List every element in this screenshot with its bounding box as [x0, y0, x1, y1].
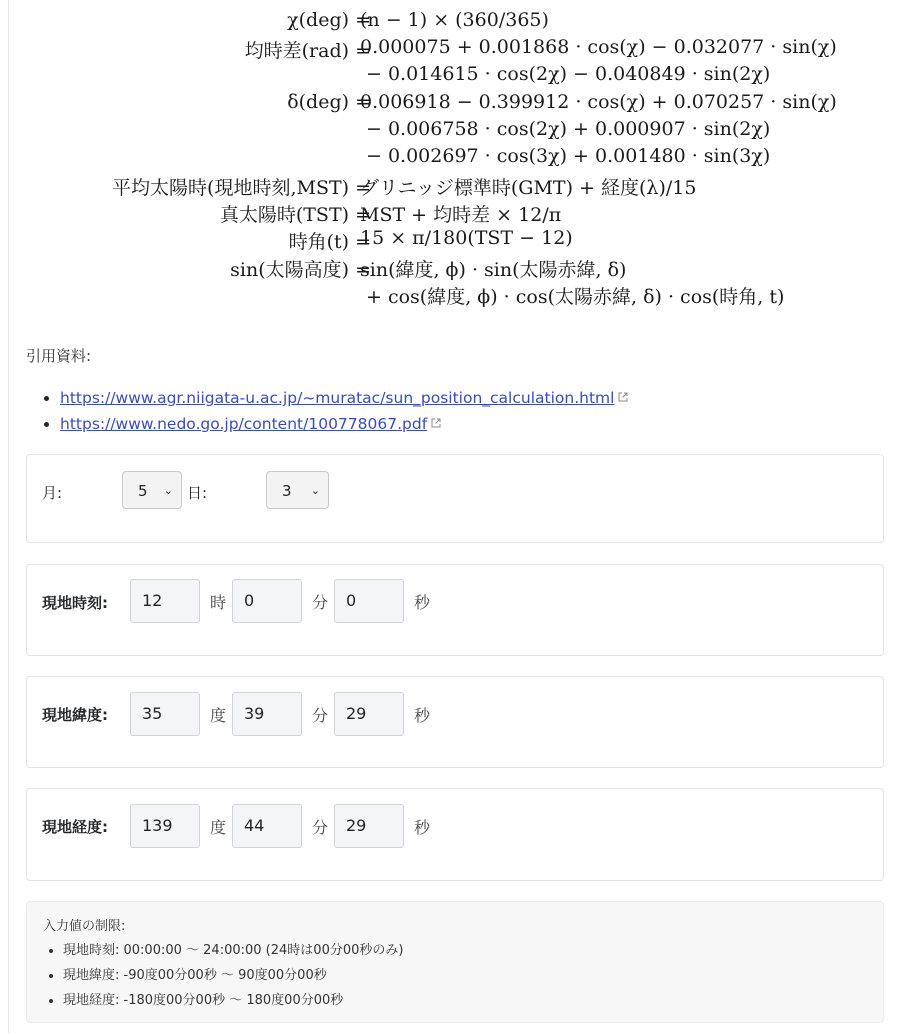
input-limits-note	[26, 901, 884, 1023]
hour-unit: 時	[210, 593, 227, 612]
latitude-minute-input[interactable]: 39	[232, 692, 302, 736]
external-link-icon	[431, 418, 441, 428]
reference-link-nedo[interactable]: https://www.nedo.go.jp/content/100778067.pdf	[60, 415, 428, 433]
equation-lhs: sin(太陽高度) =	[230, 259, 371, 281]
equation-continuation: + cos(緯度, ϕ) · cos(太陽赤緯, δ) · cos(時角, t)	[366, 286, 785, 308]
reference-item	[60, 385, 628, 411]
references-label: 引用資料:	[26, 347, 92, 365]
minute-unit: 分	[312, 706, 329, 725]
equation-block	[26, 0, 884, 318]
second-unit: 秒	[414, 818, 431, 837]
equation-continuation: − 0.002697 · cos(3χ) + 0.001480 · sin(3χ)	[366, 145, 771, 167]
equation-rhs: 0.000075 + 0.001868 · cos(χ) − 0.032077 · sin(χ)	[360, 36, 837, 58]
chevron-down-icon: ⌄	[310, 484, 320, 497]
local-time-card	[26, 564, 884, 656]
equation-rhs: sin(緯度, ϕ) · sin(太陽赤緯, δ)	[360, 259, 627, 281]
limit-item-time: • 現地時刻: 00:00:00 〜 24:00:00 (24時は00分00秒のみ)	[63, 938, 403, 963]
equation-rhs: 0.006918 − 0.399912 · cos(χ) + 0.070257 · sin(χ)	[360, 91, 837, 113]
longitude-degree-input[interactable]: 139	[130, 804, 200, 848]
reference-item	[60, 411, 628, 437]
equation-row	[26, 224, 884, 251]
equation-rhs: MST + 均時差 × 12/π	[360, 204, 562, 226]
left-border	[8, 0, 9, 1033]
references-list	[26, 385, 628, 437]
date-card	[26, 454, 884, 543]
longitude-minute-input[interactable]: 44	[232, 804, 302, 848]
local-time-label: 現地時刻:	[42, 594, 108, 612]
day-select[interactable]	[266, 471, 329, 509]
limit-item-latitude: • 現地緯度: -90度00分00秒 〜 90度00分00秒	[63, 963, 403, 988]
equation-lhs: δ(deg) =	[287, 91, 371, 113]
limit-item-longitude: • 現地経度: -180度00分00秒 〜 180度00分00秒	[63, 988, 403, 1013]
second-unit: 秒	[414, 593, 431, 612]
degree-unit: 度	[210, 706, 227, 725]
equation-row	[26, 33, 884, 60]
longitude-card	[26, 788, 884, 881]
hour-input[interactable]: 12	[130, 579, 200, 623]
limits-list	[43, 938, 403, 1013]
equation-row	[26, 252, 884, 279]
equation-row	[26, 60, 884, 87]
equation-row	[26, 115, 884, 142]
equation-continuation: − 0.014615 · cos(2χ) − 0.040849 · sin(2χ)	[366, 63, 771, 85]
latitude-second-input[interactable]: 29	[334, 692, 404, 736]
equation-lhs: 平均太陽時(現地時刻,MST) =	[112, 177, 371, 199]
limits-title: 入力値の制限:	[43, 919, 126, 934]
second-unit: 秒	[414, 706, 431, 725]
minute-unit: 分	[312, 593, 329, 612]
month-label: 月:	[42, 484, 63, 502]
chevron-down-icon: ⌄	[163, 484, 173, 497]
equation-row	[26, 142, 884, 169]
equation-rhs: (n − 1) × (360/365)	[360, 9, 549, 31]
longitude-label: 現地経度:	[42, 818, 108, 836]
equation-continuation: − 0.006758 · cos(2χ) + 0.000907 · sin(2χ)	[366, 118, 771, 140]
equation-lhs: χ(deg) =	[287, 9, 371, 31]
day-value: 3	[282, 482, 292, 500]
equation-rhs: グリニッジ標準時(GMT) + 経度(λ)/15	[360, 177, 697, 199]
longitude-second-input[interactable]: 29	[334, 804, 404, 848]
equation-row	[26, 6, 884, 33]
equation-lhs: 真太陽時(TST) =	[219, 204, 371, 226]
latitude-card	[26, 676, 884, 768]
equation-lhs: 時角(t) =	[288, 231, 371, 253]
equation-row	[26, 197, 884, 224]
minute-input[interactable]: 0	[232, 579, 302, 623]
second-input[interactable]: 0	[334, 579, 404, 623]
month-value: 5	[138, 482, 148, 500]
equation-row	[26, 170, 884, 197]
external-link-icon	[618, 392, 628, 402]
latitude-degree-input[interactable]: 35	[130, 692, 200, 736]
equation-row	[26, 88, 884, 115]
equation-lhs: 均時差(rad) =	[244, 40, 371, 62]
main-content	[26, 0, 884, 1008]
equation-rhs: 15 × π/180(TST − 12)	[360, 227, 573, 249]
degree-unit: 度	[210, 818, 227, 837]
latitude-label: 現地緯度:	[42, 706, 108, 724]
reference-link-niigata[interactable]: https://www.agr.niigata-u.ac.jp/~muratac/sun_position_calculation.html	[60, 389, 615, 407]
month-select[interactable]	[122, 471, 182, 509]
minute-unit: 分	[312, 818, 329, 837]
day-label: 日:	[187, 484, 208, 502]
equation-row	[26, 279, 884, 306]
